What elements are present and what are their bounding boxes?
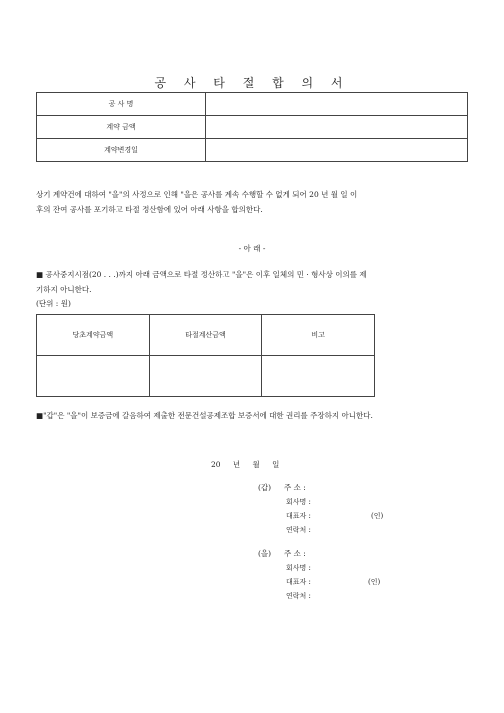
table-row (37, 93, 468, 116)
unit-note: (단위 : 원) (36, 299, 71, 308)
clause-1 (36, 267, 468, 297)
party-a-tag: (갑) (258, 483, 272, 492)
paragraph-line-1: 상기 계약건에 대하여 "을"의 사정으로 인해 "을은 공사를 계속 수행할 수 없게 되어 20 년 월 일 이 (36, 190, 358, 199)
section-heading: - 아 래 - (238, 244, 266, 253)
table-row (37, 116, 468, 139)
party-a-contact-label: 연락처 : (286, 526, 311, 534)
party-b-address-label: 주 소 : (284, 549, 306, 558)
value-contract-amount (206, 116, 468, 139)
contract-info-table (36, 92, 468, 162)
clause-1-line-1: ■ 공사중지시점(20 . . .)까지 아래 금액으로 타절 정산하고 "을"은 이후 일체의 민 · 형사상 이의를 제 (36, 270, 367, 279)
paragraph-line-2: 후의 잔여 공사를 포기하고 타절 정산함에 있어 아래 사항을 합의한다. (36, 205, 263, 214)
value-change-date (206, 139, 468, 162)
value-project-name (206, 93, 468, 116)
party-a-ceo-label: 대표자 : (286, 512, 311, 520)
agreement-paragraph (36, 187, 468, 217)
document-title: 공 사 타 절 합 의 서 (154, 76, 350, 90)
party-a-company-label: 회사명 : (286, 498, 311, 506)
label-contract-amount: 계약 금액 (37, 116, 206, 139)
header-remarks: 비고 (262, 315, 375, 356)
party-b-tag: (을) (258, 549, 272, 558)
party-b-ceo-label: 대표자 : (286, 578, 311, 586)
clause-2: ■"갑"은 "을"이 보증금에 갈음하여 제출한 전문건설공제조합 보증서에 대한 권리를 주장하지 아니한다. (36, 411, 373, 420)
cell-settlement-amount (149, 356, 262, 397)
signing-date: 20 년 월 일 (211, 460, 280, 469)
cell-original-amount (37, 356, 150, 397)
label-change-date: 계약변경일 (37, 139, 206, 162)
table-header-row (37, 315, 375, 356)
settlement-amount-table (36, 314, 375, 397)
party-b-company-label: 회사명 : (286, 564, 311, 572)
party-a-seal: (인) (371, 512, 384, 520)
table-row (37, 139, 468, 162)
header-original-amount: 당초계약금액 (37, 315, 150, 356)
party-a-address-label: 주 소 : (284, 483, 306, 492)
label-project-name: 공 사 명 (37, 93, 206, 116)
party-b-contact-label: 연락처 : (286, 592, 311, 600)
cell-remarks (262, 356, 375, 397)
table-row (37, 356, 375, 397)
party-b-seal: (인) (368, 578, 381, 586)
clause-1-line-2: 기하지 아니한다. (36, 285, 92, 294)
header-settlement-amount: 타절계산금액 (149, 315, 262, 356)
